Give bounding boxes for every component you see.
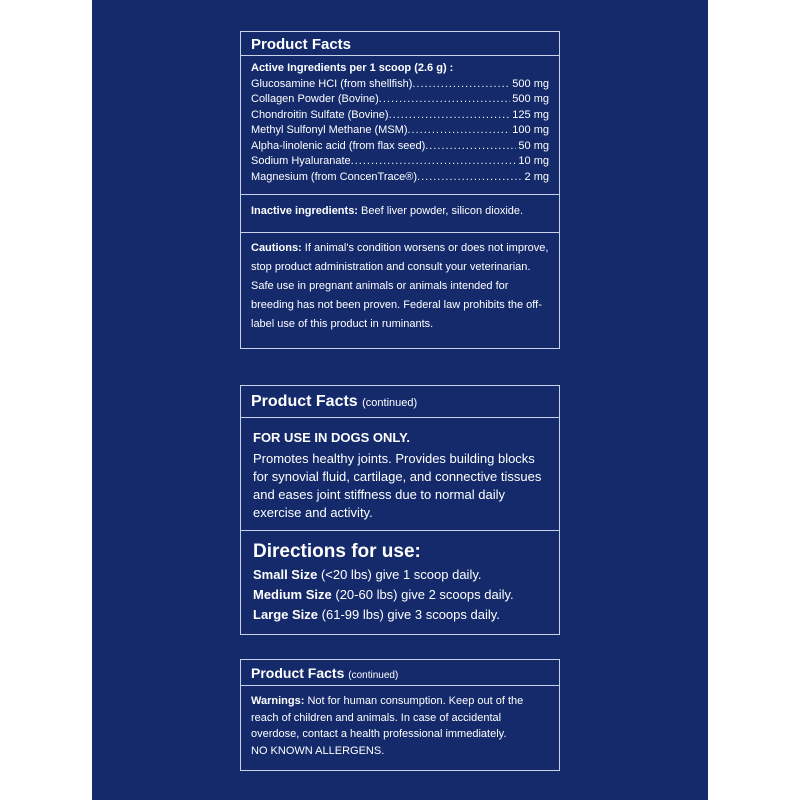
product-facts-header	[241, 660, 559, 686]
direction-text: (<20 lbs) give 1 scoop daily.	[320, 567, 482, 582]
cautions-label: Cautions:	[251, 242, 302, 254]
ingredient-row	[251, 92, 549, 108]
warnings-text: Not for human consumption. Keep out of the reach of children and animals. In case of accidental overdose, contact a health professional immediately.	[251, 695, 524, 740]
directions-title: Directions for use:	[253, 541, 421, 562]
continued-label: (continued)	[348, 670, 399, 681]
direction-line	[253, 605, 547, 625]
ingredient-amount: 50 mg	[518, 139, 549, 152]
use-section	[241, 418, 559, 531]
product-facts-continued-box	[240, 385, 560, 635]
product-facts-box	[240, 31, 560, 349]
dot-leader	[389, 108, 511, 124]
ingredient-row	[251, 108, 549, 124]
warnings-label: Warnings:	[251, 695, 305, 707]
direction-line	[253, 585, 547, 605]
warnings-section	[241, 686, 559, 766]
ingredient-name: Glucosamine HCI (from shellfish)	[251, 77, 413, 90]
use-text: Promotes healthy joints. Provides building blocks for synovial fluid, cartilage, and connective tissues and eases joint stiffness due to normal daily exercise and activity.	[253, 451, 542, 520]
direction-line	[253, 565, 547, 585]
ingredient-name: Alpha-linolenic acid (from flax seed)	[251, 139, 426, 152]
direction-text: (20-60 lbs) give 2 scoops daily.	[335, 587, 514, 602]
ingredient-amount: 10 mg	[518, 155, 549, 167]
product-facts-title: Product Facts	[251, 393, 358, 410]
allergens-statement: NO KNOWN ALLERGENS.	[251, 744, 385, 757]
directions-section	[241, 531, 559, 635]
ingredient-name: Magnesium (from ConcenTrace®)	[251, 170, 418, 183]
ingredient-amount: 125 mg	[512, 108, 549, 121]
dot-leader	[408, 123, 511, 139]
ingredient-amount: 2 mg	[524, 170, 549, 183]
direction-size: Medium Size	[253, 587, 332, 602]
active-ingredients-title: Active Ingredients per 1 scoop (2.6 g) :	[251, 62, 454, 74]
direction-size: Large Size	[253, 607, 319, 622]
ingredient-name: Sodium Hyaluranate	[251, 155, 351, 167]
dot-leader	[425, 139, 516, 155]
ingredient-row	[251, 170, 549, 186]
direction-size: Small Size	[253, 567, 318, 582]
ingredient-name: Collagen Powder (Bovine)	[251, 93, 379, 105]
cautions-text: If animal's condition worsens or does not improve, stop product administration and consult your veterinarian. Safe use in pregnant animals or animals intended for breeding has not been proven. Federal law prohibits the off-label use of this product in ruminants.	[251, 242, 549, 330]
product-facts-header	[241, 386, 559, 418]
ingredient-amount: 100 mg	[512, 124, 549, 136]
ingredient-row	[251, 77, 549, 93]
ingredient-amount: 500 mg	[512, 77, 549, 90]
continued-label: (continued)	[362, 397, 418, 409]
ingredient-list	[251, 77, 549, 186]
ingredient-row	[251, 123, 549, 139]
ingredient-name: Methyl Sulfonyl Methane (MSM)	[251, 124, 408, 136]
dot-leader	[351, 154, 517, 170]
product-facts-warnings-box	[240, 659, 560, 771]
inactive-ingredients-section	[241, 195, 559, 233]
dot-leader	[417, 170, 523, 186]
ingredient-row	[251, 154, 549, 170]
ingredient-name: Chondroitin Sulfate (Bovine)	[251, 108, 389, 121]
inactive-ingredients-label: Inactive ingredients:	[251, 205, 358, 217]
dot-leader	[412, 77, 510, 93]
ingredient-row	[251, 139, 549, 155]
product-facts-title: Product Facts	[251, 665, 345, 681]
ingredient-amount: 500 mg	[512, 93, 549, 105]
dot-leader	[379, 92, 511, 108]
cautions-section	[241, 233, 559, 340]
product-facts-header: Product Facts	[241, 32, 559, 56]
direction-text: (61-99 lbs) give 3 scoops daily.	[321, 607, 500, 622]
active-ingredients-section	[241, 56, 559, 195]
inactive-ingredients-text: Beef liver powder, silicon dioxide.	[361, 205, 524, 217]
use-title: FOR USE IN DOGS ONLY.	[253, 430, 410, 445]
